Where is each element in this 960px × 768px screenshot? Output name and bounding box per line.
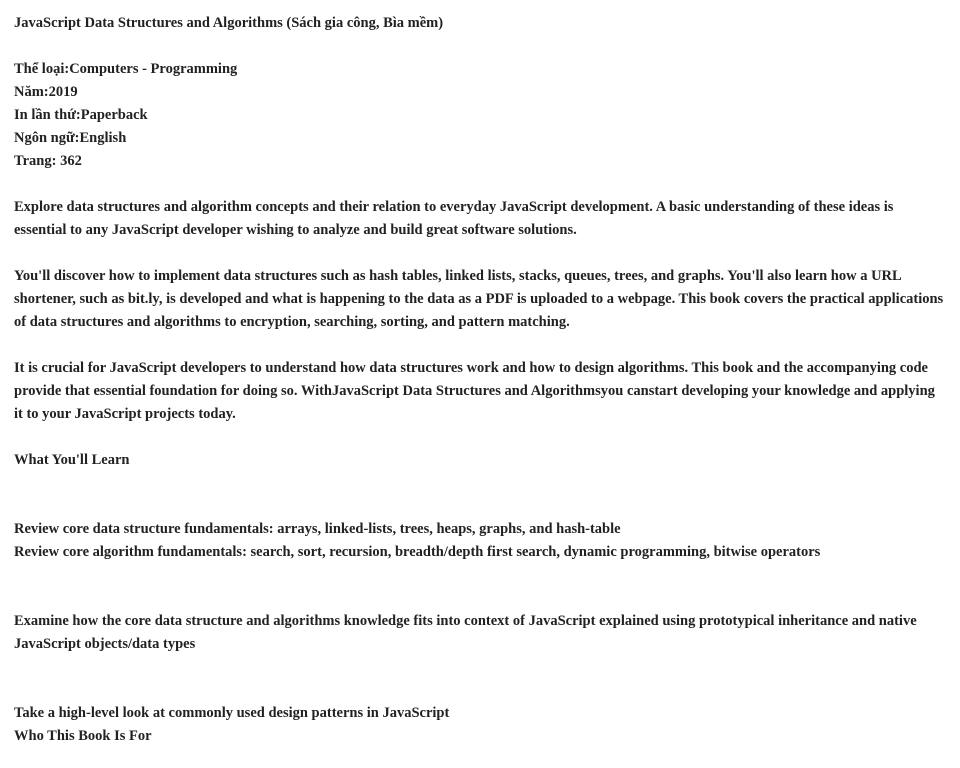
learn-item: Review core algorithm fundamentals: search, sort, recursion, breadth/depth first search, dynamic programming, bitwise operators [14,544,821,560]
book-title: JavaScript Data Structures and Algorithms (Sách gia công, Bìa mềm) [14,15,444,31]
spacer [14,656,946,702]
meta-edition-value: Paperback [80,107,148,123]
meta-pages-label: Trang: [14,153,61,169]
spacer [14,472,946,518]
meta-category [14,58,946,81]
meta-year-label: Năm: [14,84,49,100]
spacer [14,564,946,610]
audience-heading: Who This Book Is For [14,728,152,744]
spacer [14,173,946,196]
meta-category-label: Thể loại: [14,61,70,77]
meta-pages [14,150,946,173]
spacer [14,334,946,357]
learn-item: Take a high-level look at commonly used design patterns in JavaScript [14,705,450,721]
meta-year-value: 2019 [48,84,78,100]
meta-language [14,127,946,150]
spacer [14,35,946,58]
meta-edition-label: In lần thứ: [14,107,81,123]
learn-heading: What You'll Learn [14,452,130,468]
learn-item: Review core data structure fundamentals: arrays, linked-lists, trees, heaps, graphs, and hash-table [14,521,621,537]
description-paragraph-2: You'll discover how to implement data structures such as hash tables, linked lists, stacks, queues, trees, and graphs. You'll also learn how a URL shortener, such as bit.ly, is developed and what is happening to the data as a PDF is uploaded to a webpage. This book covers the practical applications of data structures and algorithms to encryption, searching, sorting, and pattern matching. [14,268,944,330]
description-paragraph-3: It is crucial for JavaScript developers to understand how data structures work and how to design algorithms. This book and the accompanying code provide that essential foundation for doing so. WithJavaScript Data Structures and Algorithmsyou canstart developing your knowledge and applying it to your JavaScript projects today. [14,360,935,422]
learn-item: Examine how the core data structure and algorithms knowledge fits into context of JavaScript explained using prototypical inheritance and native JavaScript objects/data types [14,613,917,652]
meta-year [14,81,946,104]
meta-language-label: Ngôn ngữ: [14,130,80,146]
meta-pages-value: 362 [60,153,82,169]
description-paragraph-1: Explore data structures and algorithm concepts and their relation to everyday JavaScript development. A basic understanding of these ideas is essential to any JavaScript developer wishing to analyze and build great software solutions. [14,199,894,238]
meta-edition [14,104,946,127]
spacer [14,426,946,449]
meta-category-value: Computers - Programming [69,61,238,77]
meta-language-value: English [79,130,127,146]
spacer [14,242,946,265]
